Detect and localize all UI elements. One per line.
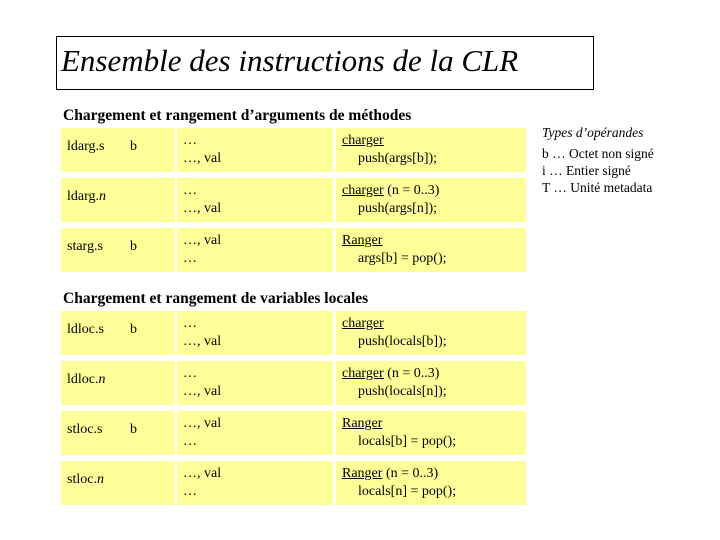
opcode-cell <box>61 461 175 505</box>
opcode-cell <box>61 128 175 172</box>
slide-title: Ensemble des instructions de la CLR <box>61 43 519 78</box>
action-code: push(locals[n]); <box>358 384 447 399</box>
opcode: starg.s <box>67 239 103 254</box>
stack-before: … <box>183 133 197 148</box>
stack-cell <box>177 311 333 355</box>
action-cell <box>336 178 526 222</box>
table-row <box>61 411 526 455</box>
stack-before: …, val <box>183 466 222 481</box>
opcode-cell <box>61 411 175 455</box>
table-row <box>61 361 526 405</box>
action-cell <box>336 128 526 172</box>
action-description: Ranger (n = 0..3) <box>342 466 439 481</box>
operand-type: b <box>130 239 137 254</box>
action-code: push(args[b]); <box>358 151 438 166</box>
legend-heading: Types d’opérandes <box>542 125 644 140</box>
stack-before: … <box>183 366 197 381</box>
action-cell <box>336 461 526 505</box>
opcode: ldarg.n <box>67 189 107 204</box>
action-description: Ranger <box>342 416 383 431</box>
operand-type: b <box>130 322 137 337</box>
stack-after: …, val <box>183 201 222 216</box>
opcode: ldloc.s <box>67 322 104 337</box>
legend-item: b … Octet non signé <box>542 146 654 161</box>
section-heading-arguments: Chargement et rangement d’arguments de méthodes <box>63 107 412 124</box>
stack-before: …, val <box>183 233 222 248</box>
section-heading-locals: Chargement et rangement de variables locales <box>63 290 369 307</box>
action-cell <box>336 411 526 455</box>
opcode-cell <box>61 311 175 355</box>
stack-after: … <box>183 251 197 266</box>
action-cell <box>336 361 526 405</box>
action-description: charger <box>342 133 384 148</box>
table-row <box>61 311 526 355</box>
title-box <box>56 36 594 90</box>
stack-before: … <box>183 183 197 198</box>
action-description: charger (n = 0..3) <box>342 183 440 198</box>
table-row <box>61 228 526 272</box>
opcode: ldloc.n <box>67 372 106 387</box>
action-description: charger <box>342 316 384 331</box>
opcode-cell <box>61 361 175 405</box>
action-code: locals[b] = pop(); <box>358 434 457 449</box>
table-row <box>61 461 526 505</box>
stack-cell <box>177 228 333 272</box>
stack-cell <box>177 128 333 172</box>
stack-before: …, val <box>183 416 222 431</box>
stack-after: …, val <box>183 151 222 166</box>
stack-after: … <box>183 434 197 449</box>
stack-cell <box>177 361 333 405</box>
action-code: locals[n] = pop(); <box>358 484 457 499</box>
action-description: charger (n = 0..3) <box>342 366 440 381</box>
action-code: args[b] = pop(); <box>358 251 447 266</box>
opcode-cell <box>61 178 175 222</box>
legend-item: i … Entier signé <box>542 163 631 178</box>
action-cell <box>336 228 526 272</box>
action-code: push(args[n]); <box>358 201 438 216</box>
stack-cell <box>177 178 333 222</box>
action-cell <box>336 311 526 355</box>
stack-after: …, val <box>183 384 222 399</box>
operand-types-legend <box>542 124 654 196</box>
stack-before: … <box>183 316 197 331</box>
operand-type: b <box>130 422 137 437</box>
stack-cell <box>177 411 333 455</box>
action-code: push(locals[b]); <box>358 334 447 349</box>
stack-cell <box>177 461 333 505</box>
stack-after: … <box>183 484 197 499</box>
stack-after: …, val <box>183 334 222 349</box>
table-row <box>61 128 526 172</box>
table-row <box>61 178 526 222</box>
opcode-cell <box>61 228 175 272</box>
opcode: stloc.s <box>67 422 103 437</box>
operand-type: b <box>130 139 137 154</box>
action-description: Ranger <box>342 233 383 248</box>
opcode: ldarg.s <box>67 139 105 154</box>
opcode: stloc.n <box>67 472 104 487</box>
legend-item: T … Unité metadata <box>542 180 653 195</box>
